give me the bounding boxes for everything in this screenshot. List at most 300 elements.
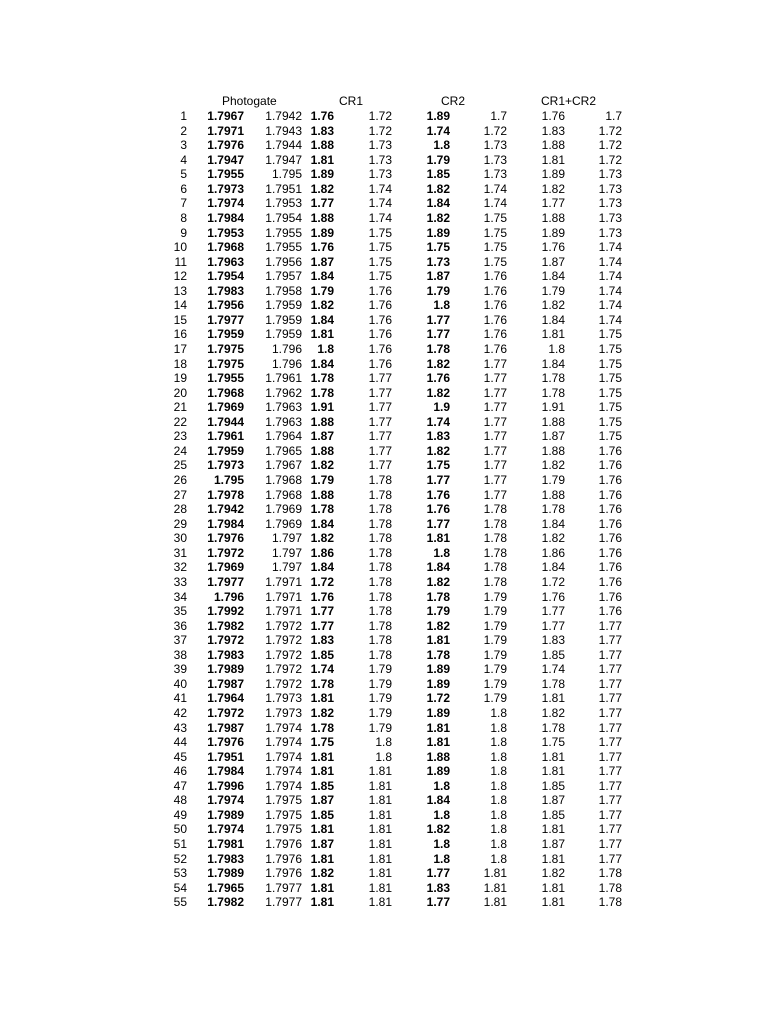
cr1-cr2-value-a: 1.82 [541,298,565,313]
cr1-cr2-value-a: 1.88 [541,138,565,153]
cr2-value-a: 1.88 [426,749,450,764]
cr2-value-a: 1.74 [426,123,450,138]
cr1-value-b: 1.77 [368,371,392,386]
cr1-cr2-value-a: 1.83 [541,633,565,648]
photogate-value-b: 1.7972 [265,647,302,662]
cr2-value-a: 1.81 [426,531,450,546]
photogate-value-a: 1.7959 [207,327,244,342]
photogate-value-a: 1.7972 [207,633,244,648]
row-number: 25 [173,458,187,473]
cr2-value-a: 1.81 [426,720,450,735]
cr1-value-b: 1.75 [368,254,392,269]
cr2-value-a: 1.8 [433,298,450,313]
cr1-value-a: 1.77 [310,618,334,633]
cr2-value-a: 1.76 [426,371,450,386]
photogate-value-a: 1.7947 [207,152,244,167]
row-number: 27 [173,487,187,502]
row-number: 5 [180,167,187,182]
cr1-cr2-value-a: 1.84 [541,269,565,284]
photogate-value-a: 1.7974 [207,793,244,808]
cr1-value-a: 1.88 [310,487,334,502]
cr1-value-a: 1.83 [310,123,334,138]
cr2-value-a: 1.76 [426,502,450,517]
cr1-cr2-value-a: 1.81 [541,152,565,167]
cr1-value-a: 1.85 [310,778,334,793]
cr1-cr2-value-b: 1.74 [598,240,622,254]
cr1-cr2-value-a: 1.88 [541,443,565,458]
cr2-value-a: 1.8 [433,138,450,153]
photogate-value-b: 1.7971 [265,574,302,589]
photogate-value-a: 1.795 [213,473,244,487]
cr1-value-b: 1.78 [368,487,392,502]
photogate-value-b: 1.7944 [265,138,302,153]
cr1-cr2-value-a: 1.82 [541,181,565,196]
photogate-value-b: 1.7977 [265,895,302,910]
cr1-value-b: 1.81 [368,793,392,808]
cr1-value-b: 1.79 [368,676,392,691]
cr1-cr2-value-b: 1.77 [598,633,622,648]
cr1-cr2-value-a: 1.85 [541,778,565,793]
cr1-value-a: 1.84 [310,312,334,327]
photogate-value-a: 1.7983 [207,283,244,298]
row-number: 49 [173,807,187,822]
cr1-value-a: 1.78 [310,720,334,735]
cr1-cr2-value-a: 1.88 [541,414,565,429]
cr1-value-b: 1.76 [368,327,392,342]
cr1-cr2-value-b: 1.76 [598,487,622,502]
cr1-value-a: 1.81 [310,764,334,779]
row-number: 51 [173,837,187,851]
row-number: 33 [173,574,187,589]
cr1-cr2-value-a: 1.82 [541,458,565,473]
cr2-value-a: 1.82 [426,822,450,837]
photogate-value-b: 1.7976 [265,837,302,851]
row-number: 12 [173,269,187,284]
cr1-cr2-value-a: 1.83 [541,123,565,138]
cr2-value-b: 1.79 [483,691,507,706]
cr1-cr2-value-b: 1.76 [598,545,622,560]
cr1-value-a: 1.77 [310,196,334,211]
row-number: 52 [173,851,187,866]
cr1-cr2-value-b: 1.77 [598,764,622,779]
cr2-value-b: 1.79 [483,676,507,691]
cr2-value-b: 1.77 [483,371,507,386]
cr2-value-a: 1.74 [426,414,450,429]
cr1-cr2-value-b: 1.73 [598,196,622,211]
cr1-cr2-value-b: 1.7 [605,109,622,123]
cr1-value-b: 1.78 [368,516,392,531]
cr2-value-a: 1.75 [426,240,450,254]
row-number: 11 [174,254,187,269]
cr1-cr2-value-a: 1.8 [548,342,565,356]
row-number: 26 [173,473,187,487]
cr1-cr2-value-b: 1.72 [598,152,622,167]
photogate-value-a: 1.7972 [207,706,244,720]
cr1-value-a: 1.81 [310,880,334,895]
cr1-cr2-value-b: 1.77 [598,851,622,866]
row-number: 24 [173,443,187,458]
cr1-cr2-value-b: 1.72 [598,123,622,138]
cr1-cr2-value-a: 1.82 [541,531,565,546]
cr1-cr2-value-a: 1.88 [541,487,565,502]
cr1-value-a: 1.85 [310,647,334,662]
photogate-value-a: 1.7968 [207,240,244,254]
cr1-value-a: 1.81 [310,152,334,167]
cr1-value-a: 1.78 [310,676,334,691]
photogate-value-a: 1.7974 [207,196,244,211]
cr1-cr2-value-a: 1.87 [541,429,565,444]
photogate-value-b: 1.7963 [265,400,302,415]
cr1-value-a: 1.84 [310,516,334,531]
row-number: 35 [173,604,187,618]
cr2-value-b: 1.76 [483,327,507,342]
cr1-value-b: 1.74 [368,181,392,196]
photogate-value-a: 1.796 [213,589,244,604]
cr1-value-a: 1.87 [310,429,334,444]
cr1-value-a: 1.8 [317,342,334,356]
photogate-value-b: 1.7959 [265,298,302,313]
cr1-value-b: 1.76 [368,298,392,313]
cr2-value-a: 1.82 [426,385,450,400]
cr1-value-a: 1.77 [310,604,334,618]
cr1-cr2-value-a: 1.77 [541,604,565,618]
cr1-value-a: 1.82 [310,531,334,546]
photogate-value-b: 1.7971 [265,589,302,604]
cr2-value-b: 1.8 [490,793,507,808]
photogate-value-a: 1.7973 [207,458,244,473]
photogate-value-b: 1.7977 [265,880,302,895]
cr1-cr2-value-a: 1.87 [541,793,565,808]
cr2-value-b: 1.8 [490,764,507,779]
cr1-value-a: 1.88 [310,443,334,458]
cr1-cr2-value-b: 1.76 [598,604,622,618]
cr1-cr2-value-a: 1.81 [541,822,565,837]
cr2-value-b: 1.77 [483,385,507,400]
cr1-cr2-value-a: 1.87 [541,254,565,269]
header-cr1: CR1 [339,94,364,108]
row-number: 6 [180,181,187,196]
cr1-cr2-value-b: 1.76 [598,589,622,604]
photogate-value-a: 1.7989 [207,866,244,881]
photogate-value-b: 1.7975 [265,793,302,808]
row-number: 8 [180,210,187,225]
photogate-value-b: 1.7974 [265,735,302,750]
cr1-cr2-value-a: 1.76 [541,240,565,254]
cr1-cr2-value-a: 1.85 [541,647,565,662]
cr2-value-b: 1.8 [490,822,507,837]
photogate-value-a: 1.7976 [207,531,244,546]
cr2-value-b: 1.8 [490,807,507,822]
cr1-cr2-value-a: 1.81 [541,895,565,910]
cr2-value-b: 1.8 [490,706,507,720]
cr1-cr2-value-a: 1.77 [541,618,565,633]
cr2-value-a: 1.72 [426,691,450,706]
photogate-value-b: 1.797 [271,560,302,575]
cr1-value-a: 1.84 [310,356,334,371]
photogate-value-b: 1.7974 [265,749,302,764]
row-number: 17 [173,342,187,356]
photogate-value-b: 1.7975 [265,822,302,837]
cr1-cr2-value-b: 1.74 [598,312,622,327]
cr1-value-b: 1.77 [368,400,392,415]
row-number: 31 [173,545,187,560]
photogate-value-b: 1.7943 [265,123,302,138]
photogate-value-b: 1.7969 [265,502,302,517]
photogate-value-b: 1.7963 [265,414,302,429]
cr1-cr2-value-a: 1.85 [541,807,565,822]
cr1-value-b: 1.81 [368,778,392,793]
cr1-cr2-value-b: 1.78 [598,880,622,895]
cr1-cr2-value-b: 1.75 [598,356,622,371]
cr1-cr2-value-a: 1.81 [541,749,565,764]
cr2-value-b: 1.79 [483,618,507,633]
cr1-value-a: 1.88 [310,138,334,153]
cr1-cr2-value-a: 1.76 [541,589,565,604]
cr2-value-b: 1.8 [490,837,507,851]
cr2-value-b: 1.75 [483,254,507,269]
cr2-value-a: 1.84 [426,560,450,575]
photogate-value-b: 1.7968 [265,473,302,487]
cr2-value-a: 1.82 [426,574,450,589]
cr1-value-a: 1.84 [310,269,334,284]
cr1-value-b: 1.77 [368,385,392,400]
cr1-cr2-value-b: 1.75 [598,327,622,342]
row-number: 29 [173,516,187,531]
cr2-value-b: 1.77 [483,458,507,473]
cr1-cr2-value-b: 1.77 [598,647,622,662]
cr1-cr2-value-a: 1.89 [541,225,565,240]
cr1-cr2-value-b: 1.75 [598,342,622,356]
cr1-cr2-value-b: 1.75 [598,400,622,415]
row-number: 23 [173,429,187,444]
cr2-value-b: 1.76 [483,283,507,298]
cr1-cr2-value-a: 1.75 [541,735,565,750]
cr2-value-a: 1.82 [426,443,450,458]
cr2-value-b: 1.75 [483,225,507,240]
cr1-cr2-value-a: 1.84 [541,560,565,575]
cr1-value-b: 1.79 [368,691,392,706]
cr1-value-a: 1.84 [310,560,334,575]
photogate-value-b: 1.7959 [265,327,302,342]
cr1-value-a: 1.79 [310,283,334,298]
cr2-value-b: 1.75 [483,240,507,254]
cr2-value-b: 1.77 [483,414,507,429]
cr2-value-a: 1.82 [426,618,450,633]
cr2-value-b: 1.79 [483,647,507,662]
photogate-value-a: 1.7982 [207,618,244,633]
row-number: 19 [173,371,187,386]
cr1-value-b: 1.73 [368,167,392,182]
cr2-value-b: 1.7 [490,109,507,123]
row-number: 42 [173,706,187,720]
photogate-value-a: 1.7961 [207,429,244,444]
cr2-value-b: 1.77 [483,443,507,458]
photogate-value-b: 1.7955 [265,240,302,254]
cr1-cr2-value-b: 1.73 [598,225,622,240]
cr2-value-b: 1.73 [483,167,507,182]
cr1-cr2-value-b: 1.77 [598,793,622,808]
cr1-value-b: 1.81 [368,837,392,851]
photogate-value-a: 1.7959 [207,443,244,458]
cr1-value-b: 1.79 [368,662,392,677]
cr1-cr2-value-b: 1.72 [598,138,622,153]
photogate-value-b: 1.796 [271,356,302,371]
cr1-value-a: 1.88 [310,210,334,225]
cr1-value-a: 1.83 [310,633,334,648]
cr2-value-b: 1.79 [483,589,507,604]
cr2-value-a: 1.77 [426,516,450,531]
cr2-value-b: 1.8 [490,851,507,866]
cr1-cr2-value-b: 1.77 [598,822,622,837]
cr1-cr2-value-a: 1.78 [541,720,565,735]
cr1-cr2-value-b: 1.76 [598,531,622,546]
cr1-value-a: 1.75 [310,735,334,750]
cr1-value-a: 1.82 [310,458,334,473]
cr2-value-a: 1.8 [433,851,450,866]
cr1-value-b: 1.72 [368,123,392,138]
photogate-value-a: 1.7969 [207,400,244,415]
cr1-value-b: 1.78 [368,647,392,662]
cr1-cr2-value-b: 1.75 [598,371,622,386]
photogate-value-a: 1.7969 [207,560,244,575]
cr1-value-b: 1.77 [368,429,392,444]
row-number: 4 [180,152,187,167]
cr2-value-a: 1.8 [433,807,450,822]
row-number: 40 [173,676,187,691]
cr2-value-a: 1.79 [426,152,450,167]
cr2-value-a: 1.89 [426,109,450,123]
cr2-value-b: 1.74 [483,196,507,211]
cr1-value-b: 1.79 [368,706,392,720]
photogate-value-a: 1.7987 [207,676,244,691]
cr1-value-b: 1.77 [368,443,392,458]
cr1-value-b: 1.76 [368,283,392,298]
photogate-value-b: 1.7974 [265,720,302,735]
cr1-cr2-value-b: 1.74 [598,298,622,313]
cr1-cr2-value-a: 1.91 [541,400,565,415]
cr1-value-a: 1.76 [310,240,334,254]
cr1-value-a: 1.89 [310,167,334,182]
cr2-value-a: 1.77 [426,473,450,487]
row-number: 10 [173,240,187,254]
cr2-value-a: 1.73 [426,254,450,269]
cr2-value-b: 1.77 [483,487,507,502]
cr1-value-a: 1.78 [310,385,334,400]
row-number: 32 [173,560,187,575]
photogate-value-a: 1.7954 [207,269,244,284]
cr2-value-a: 1.87 [426,269,450,284]
cr2-value-b: 1.8 [490,749,507,764]
photogate-value-b: 1.7972 [265,676,302,691]
photogate-value-b: 1.7968 [265,487,302,502]
cr1-value-b: 1.74 [368,196,392,211]
cr1-cr2-value-b: 1.76 [598,560,622,575]
cr1-cr2-value-b: 1.74 [598,283,622,298]
row-number: 48 [173,793,187,808]
cr2-value-a: 1.89 [426,676,450,691]
photogate-value-a: 1.7955 [207,371,244,386]
cr2-value-a: 1.84 [426,793,450,808]
cr2-value-a: 1.89 [426,662,450,677]
cr1-cr2-value-b: 1.78 [598,866,622,881]
cr2-value-b: 1.75 [483,210,507,225]
cr1-cr2-value-a: 1.81 [541,691,565,706]
cr1-cr2-value-b: 1.77 [598,837,622,851]
photogate-value-a: 1.7996 [207,778,244,793]
row-number: 38 [173,647,187,662]
photogate-value-a: 1.7967 [207,109,244,123]
cr2-value-a: 1.75 [426,458,450,473]
cr1-value-a: 1.82 [310,866,334,881]
cr1-value-a: 1.78 [310,502,334,517]
cr2-value-b: 1.81 [483,880,507,895]
photogate-value-b: 1.7967 [265,458,302,473]
cr1-cr2-value-b: 1.77 [598,676,622,691]
cr2-value-a: 1.8 [433,837,450,851]
row-number: 7 [180,196,187,211]
cr2-value-b: 1.78 [483,560,507,575]
cr1-value-b: 1.78 [368,502,392,517]
photogate-value-b: 1.7953 [265,196,302,211]
cr1-cr2-value-b: 1.75 [598,385,622,400]
cr2-value-a: 1.89 [426,764,450,779]
row-number: 14 [173,298,187,313]
cr2-value-a: 1.79 [426,283,450,298]
cr1-value-b: 1.81 [368,880,392,895]
cr1-cr2-value-a: 1.84 [541,312,565,327]
row-number: 53 [173,866,187,881]
cr2-value-a: 1.81 [426,735,450,750]
photogate-value-a: 1.7978 [207,487,244,502]
cr1-cr2-value-b: 1.77 [598,691,622,706]
cr2-value-b: 1.79 [483,662,507,677]
cr1-value-b: 1.78 [368,560,392,575]
cr1-value-a: 1.76 [310,109,334,123]
row-number: 37 [173,633,187,648]
cr1-cr2-value-a: 1.88 [541,210,565,225]
cr2-value-b: 1.8 [490,720,507,735]
cr1-cr2-value-b: 1.73 [598,210,622,225]
cr1-value-a: 1.81 [310,822,334,837]
photogate-value-b: 1.797 [271,531,302,546]
photogate-value-b: 1.7969 [265,516,302,531]
cr2-value-a: 1.81 [426,633,450,648]
cr2-value-a: 1.77 [426,327,450,342]
cr1-cr2-value-a: 1.79 [541,473,565,487]
cr1-value-a: 1.81 [310,895,334,910]
cr1-cr2-value-a: 1.79 [541,283,565,298]
cr1-value-b: 1.76 [368,342,392,356]
row-number: 15 [173,312,187,327]
cr1-cr2-value-a: 1.89 [541,167,565,182]
photogate-value-a: 1.7955 [207,167,244,182]
cr1-value-a: 1.82 [310,706,334,720]
photogate-value-a: 1.7975 [207,342,244,356]
cr2-value-b: 1.76 [483,269,507,284]
cr1-cr2-value-b: 1.77 [598,778,622,793]
cr1-value-b: 1.74 [368,210,392,225]
photogate-value-b: 1.7959 [265,312,302,327]
cr1-value-a: 1.89 [310,225,334,240]
cr1-value-a: 1.82 [310,181,334,196]
row-number: 18 [173,356,187,371]
photogate-value-a: 1.7992 [207,604,244,618]
cr1-cr2-value-a: 1.78 [541,502,565,517]
cr2-value-b: 1.76 [483,312,507,327]
cr1-value-a: 1.86 [310,545,334,560]
cr1-value-b: 1.81 [368,807,392,822]
cr1-value-a: 1.87 [310,793,334,808]
